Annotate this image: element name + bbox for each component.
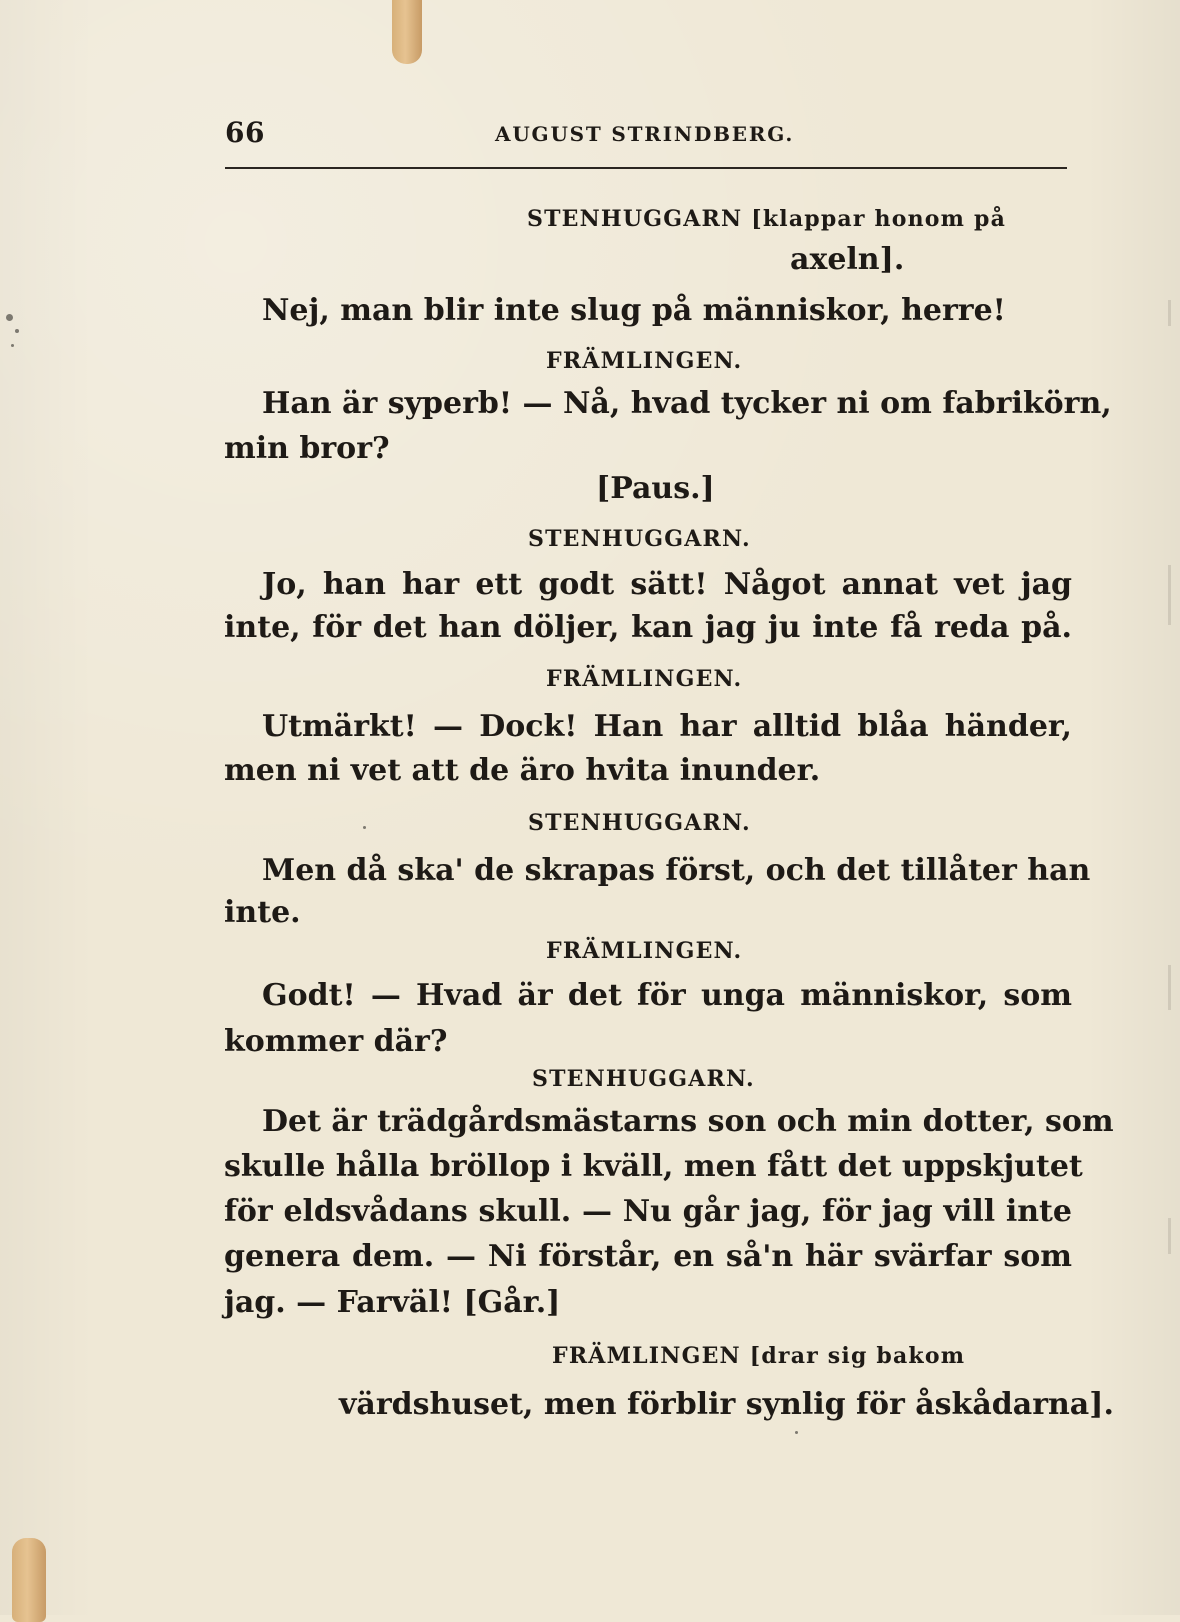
speaker-name: FRÄMLINGEN. [546,666,743,692]
speaker-name: STENHUGGARN. [532,1066,755,1092]
stage-direction-line: värdshuset, men förblir synlig för åskådarna]. [339,1387,1114,1422]
running-head: AUGUST STRINDBERG. [495,122,795,146]
dialogue-line: jag. — Farväl! [Går.] [224,1285,561,1320]
stage-direction-line: axeln]. [790,242,905,277]
dialogue-line: Utmärkt! — Dock! Han har alltid blåa händer, [262,709,1072,744]
dialogue-line: men ni vet att de äro hvita inunder. [224,753,821,788]
stage-direction-line: STENHUGGARN [klappar honom på [527,206,1007,232]
dialogue-line: Godt! — Hvad är det för unga människor, som [262,978,1072,1013]
dialogue-line: Jo, han har ett godt sätt! Något annat vet jag [262,567,1072,602]
dialogue-line: skulle hålla bröllop i kväll, men fått det uppskjutet [224,1149,1083,1184]
speaker-name: FRÄMLINGEN. [546,348,743,374]
speaker-name: FRÄMLINGEN. [546,938,743,964]
dialogue-line: Det är trädgårdsmästarns son och min dotter, som [262,1104,1114,1139]
dialogue-line: inte, för det han döljer, kan jag ju inte få reda på. [224,610,1072,645]
dialogue-line: för eldsvådans skull. — Nu går jag, för jag vill inte [224,1194,1072,1229]
speaker-name: STENHUGGARN. [528,526,751,552]
dialogue-line: inte. [224,895,301,930]
stage-direction: [Paus.] [596,471,715,506]
dialogue-line: Men då ska' de skrapas först, och det tillåter han [262,853,1091,888]
dialogue-line: kommer där? [224,1024,448,1059]
page-number: 66 [225,116,265,149]
dialogue-line: min bror? [224,431,390,466]
stage-direction-line: FRÄMLINGEN [drar sig bakom [552,1343,966,1369]
dialogue-line: Nej, man blir inte slug på människor, herre! [262,293,1006,328]
dialogue-line: Han är syperb! — Nå, hvad tycker ni om fabrikörn, [262,386,1112,421]
speaker-name: STENHUGGARN. [528,810,751,836]
dialogue-line: genera dem. — Ni förstår, en så'n här svärfar som [224,1239,1072,1274]
